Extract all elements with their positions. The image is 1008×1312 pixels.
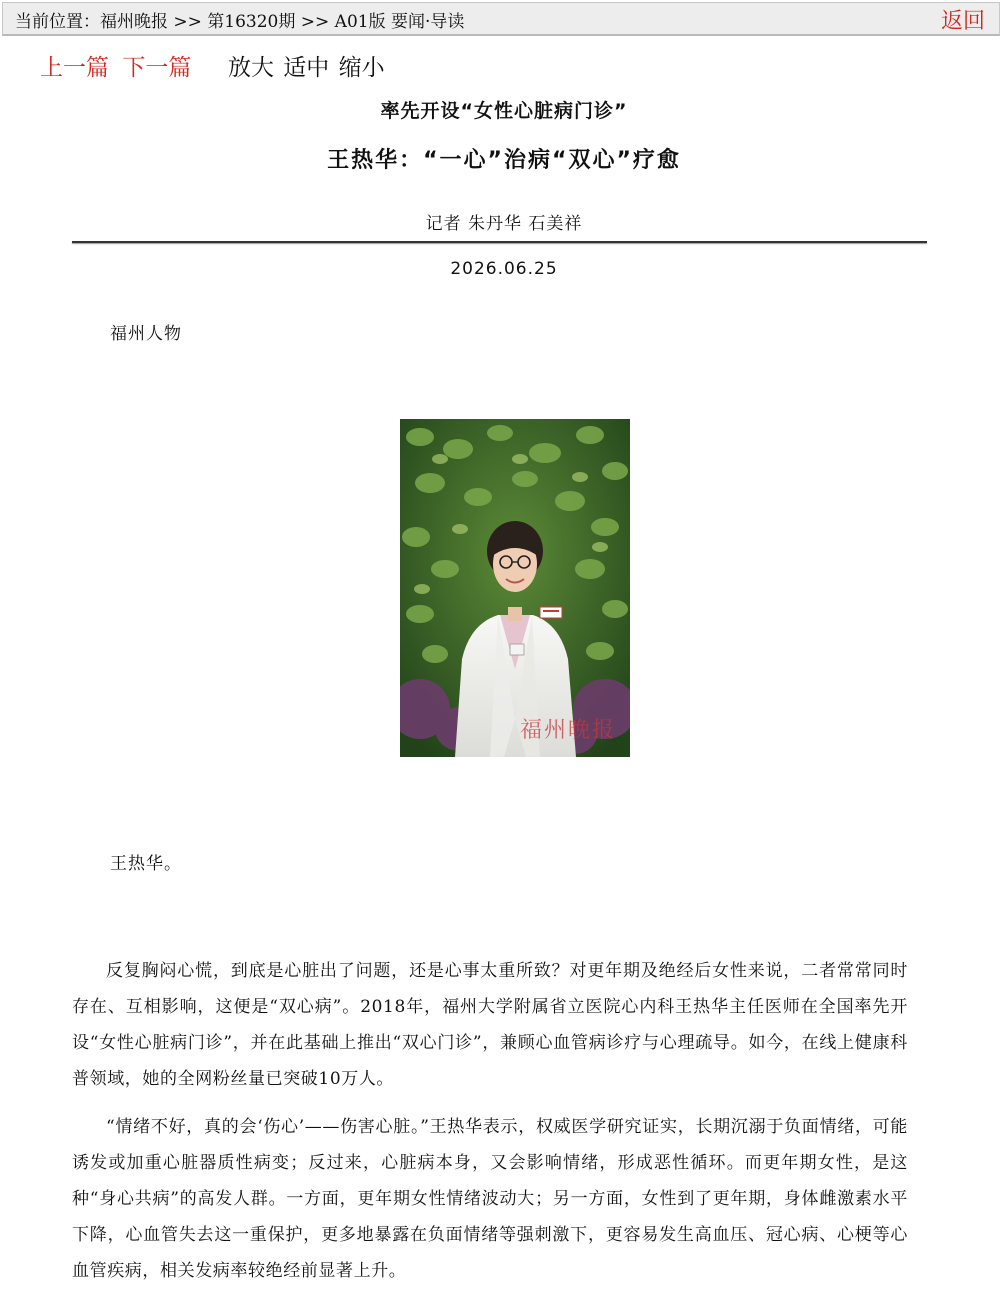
back-link[interactable]: 返回 — [940, 9, 985, 34]
article-body — [72, 953, 908, 1301]
next-article-link[interactable]: 下一篇 — [122, 55, 192, 81]
column-name: 福州人物 — [110, 324, 182, 344]
article-toolbar — [40, 54, 387, 82]
article-subtitle: 率先开设“女性心脏病门诊” — [380, 100, 628, 122]
article-date: 2026.06.25 — [450, 259, 558, 279]
portrait-photo — [400, 419, 630, 757]
paragraph: “情绪不好，真的会‘伤心’——伤害心脏。”王热华表示，权威医学研究证实，长期沉溺于负面情绪，可能诱发或加重心脏器质性病变；反过来，心脏病本身，又会影响情绪，形成恶性循环。而更年期女性，是这种“身心共病”的高发人群。一方面，更年期女性情绪波动大；另一方面，女性到了更年期，身体雌激素水平下降，心血管失去这一重保护，更多地暴露在负面情绪等强刺激下，更容易发生高血压、冠心病、心梗等心血管疾病，相关发病率较绝经前显著上升。 — [72, 1117, 908, 1281]
photo-watermark: 福州晚报 — [520, 718, 617, 743]
zoom-out-link[interactable]: 缩小 — [338, 55, 385, 81]
prev-article-link[interactable]: 上一篇 — [40, 55, 109, 81]
paragraph: 反复胸闷心慌，到底是心脏出了问题，还是心事太重所致？对更年期及绝经后女性来说，二者常常同时存在、互相影响，这便是“双心病”。2018年，福州大学附属省立医院心内科王热华主任医师在全国率先开设“女性心脏病门诊”，并在此基础上推出“双心门诊”，兼顾心血管病诊疗与心理疏导。如今，在线上健康科普领域，她的全网粉丝量已突破10万人。 — [72, 961, 908, 1089]
article-title: 王热华：“一心”治病“双心”疗愈 — [327, 148, 681, 173]
location-bar — [2, 2, 1000, 36]
photo-caption: 王热华。 — [110, 854, 182, 874]
article-author: 记者 朱丹华 石美祥 — [425, 214, 583, 234]
zoom-in-link[interactable]: 放大 — [227, 55, 274, 81]
zoom-medium-link[interactable]: 适中 — [283, 55, 330, 81]
breadcrumb: 当前位置：福州晚报 >> 第16320期 >> A01版 要闻·导读 — [15, 12, 465, 32]
portrait-illustration — [400, 419, 630, 757]
title-divider — [72, 241, 927, 243]
